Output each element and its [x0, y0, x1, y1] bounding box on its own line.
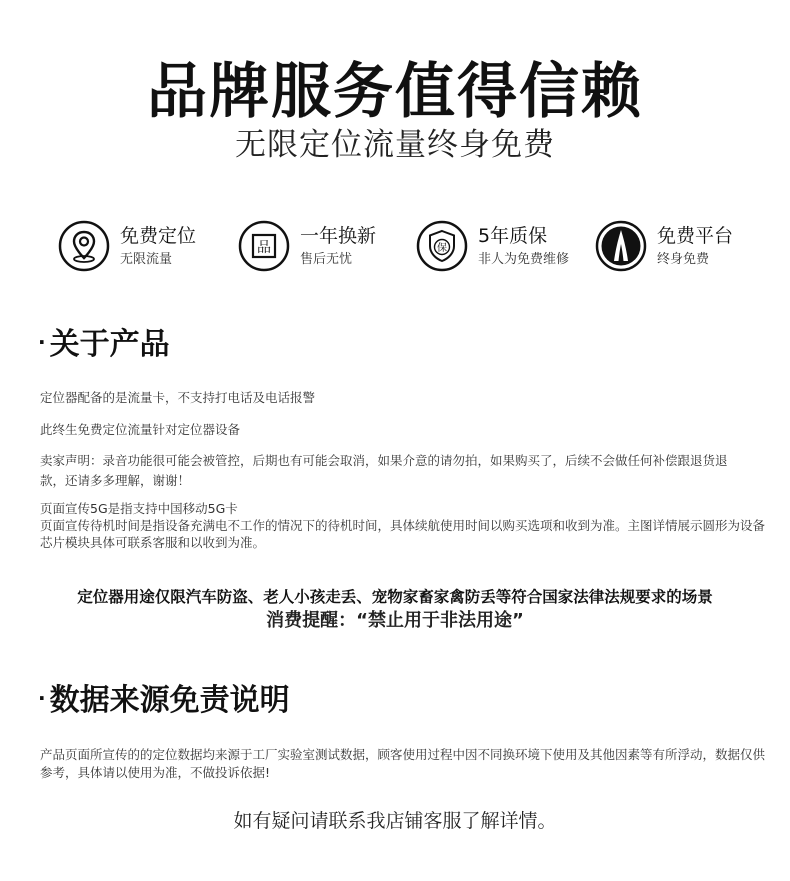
platform-icon [595, 220, 647, 272]
location-pin-icon [58, 220, 110, 272]
feature-title: 免费定位 [120, 225, 197, 247]
feature-warranty [416, 218, 596, 274]
about-paragraph: 页面宣传待机时间是指设备充满电不工作的情况下的待机时间，具体续航使用时间以购买选项和收到为准。主图详情展示圆形为设备芯片模块具体可联系客服和以收到为准。 [40, 518, 766, 550]
bullet-dot: · [38, 685, 46, 710]
feature-title: 5年质保 [478, 225, 548, 247]
feature-replacement [238, 218, 398, 274]
section-heading-text: 关于产品 [49, 327, 170, 362]
product-box-glyph: 品 [257, 240, 271, 256]
about-paragraph: 卖家声明：录音功能很可能会被管控，后期也有可能会取消，如果介意的请勿拍，如果购买了，后续不会做任何补偿跟退货退款，还请多多理解，谢谢！ [40, 453, 728, 488]
about-paragraph: 此终生免费定位流量针对定位器设备 [40, 422, 241, 437]
warranty-shield-icon [416, 220, 468, 272]
feature-free-location [58, 218, 218, 274]
feature-title: 一年换新 [300, 225, 377, 247]
section-heading-text: 数据来源免责说明 [49, 683, 290, 718]
usage-notice: 定位器用途仅限汽车防盗、老人小孩走丢、宠物家畜家禽防丢等符合国家法律法规要求的场景 [77, 588, 713, 606]
section-heading-disclaimer [38, 681, 290, 722]
about-paragraph: 定位器配备的是流量卡，不支持打电话及电话报警 [40, 390, 316, 405]
page-subtitle: 无限定位流量终身免费 [235, 127, 555, 163]
closing-contact-note: 如有疑问请联系我店铺客服了解详情。 [233, 810, 557, 832]
feature-subtitle: 非人为免费维修 [478, 252, 570, 267]
bullet-dot: · [38, 329, 46, 354]
feature-row [58, 218, 758, 274]
page-title: 品牌服务值得信赖 [147, 57, 643, 127]
feature-subtitle: 终身免费 [657, 252, 710, 267]
section-heading-about [38, 325, 170, 366]
warranty-glyph: 保 [437, 243, 447, 254]
consumer-warning: 消费提醒：“禁止用于非法用途” [266, 610, 524, 631]
about-paragraph: 页面宣传5G是指支持中国移动5G卡 [40, 501, 238, 516]
feature-subtitle: 无限流量 [120, 252, 173, 267]
disclaimer-text: 产品页面所宣传的的定位数据均来源于工厂实验室测试数据，顾客使用过程中因不同换环境下使用及其他因素等有所浮动，数据仅供参考，具体请以使用为准，不做投诉依据! [40, 747, 766, 780]
feature-title: 免费平台 [657, 225, 734, 247]
product-box-icon [238, 220, 290, 272]
feature-free-platform [595, 218, 755, 274]
feature-subtitle: 售后无忧 [300, 252, 353, 267]
